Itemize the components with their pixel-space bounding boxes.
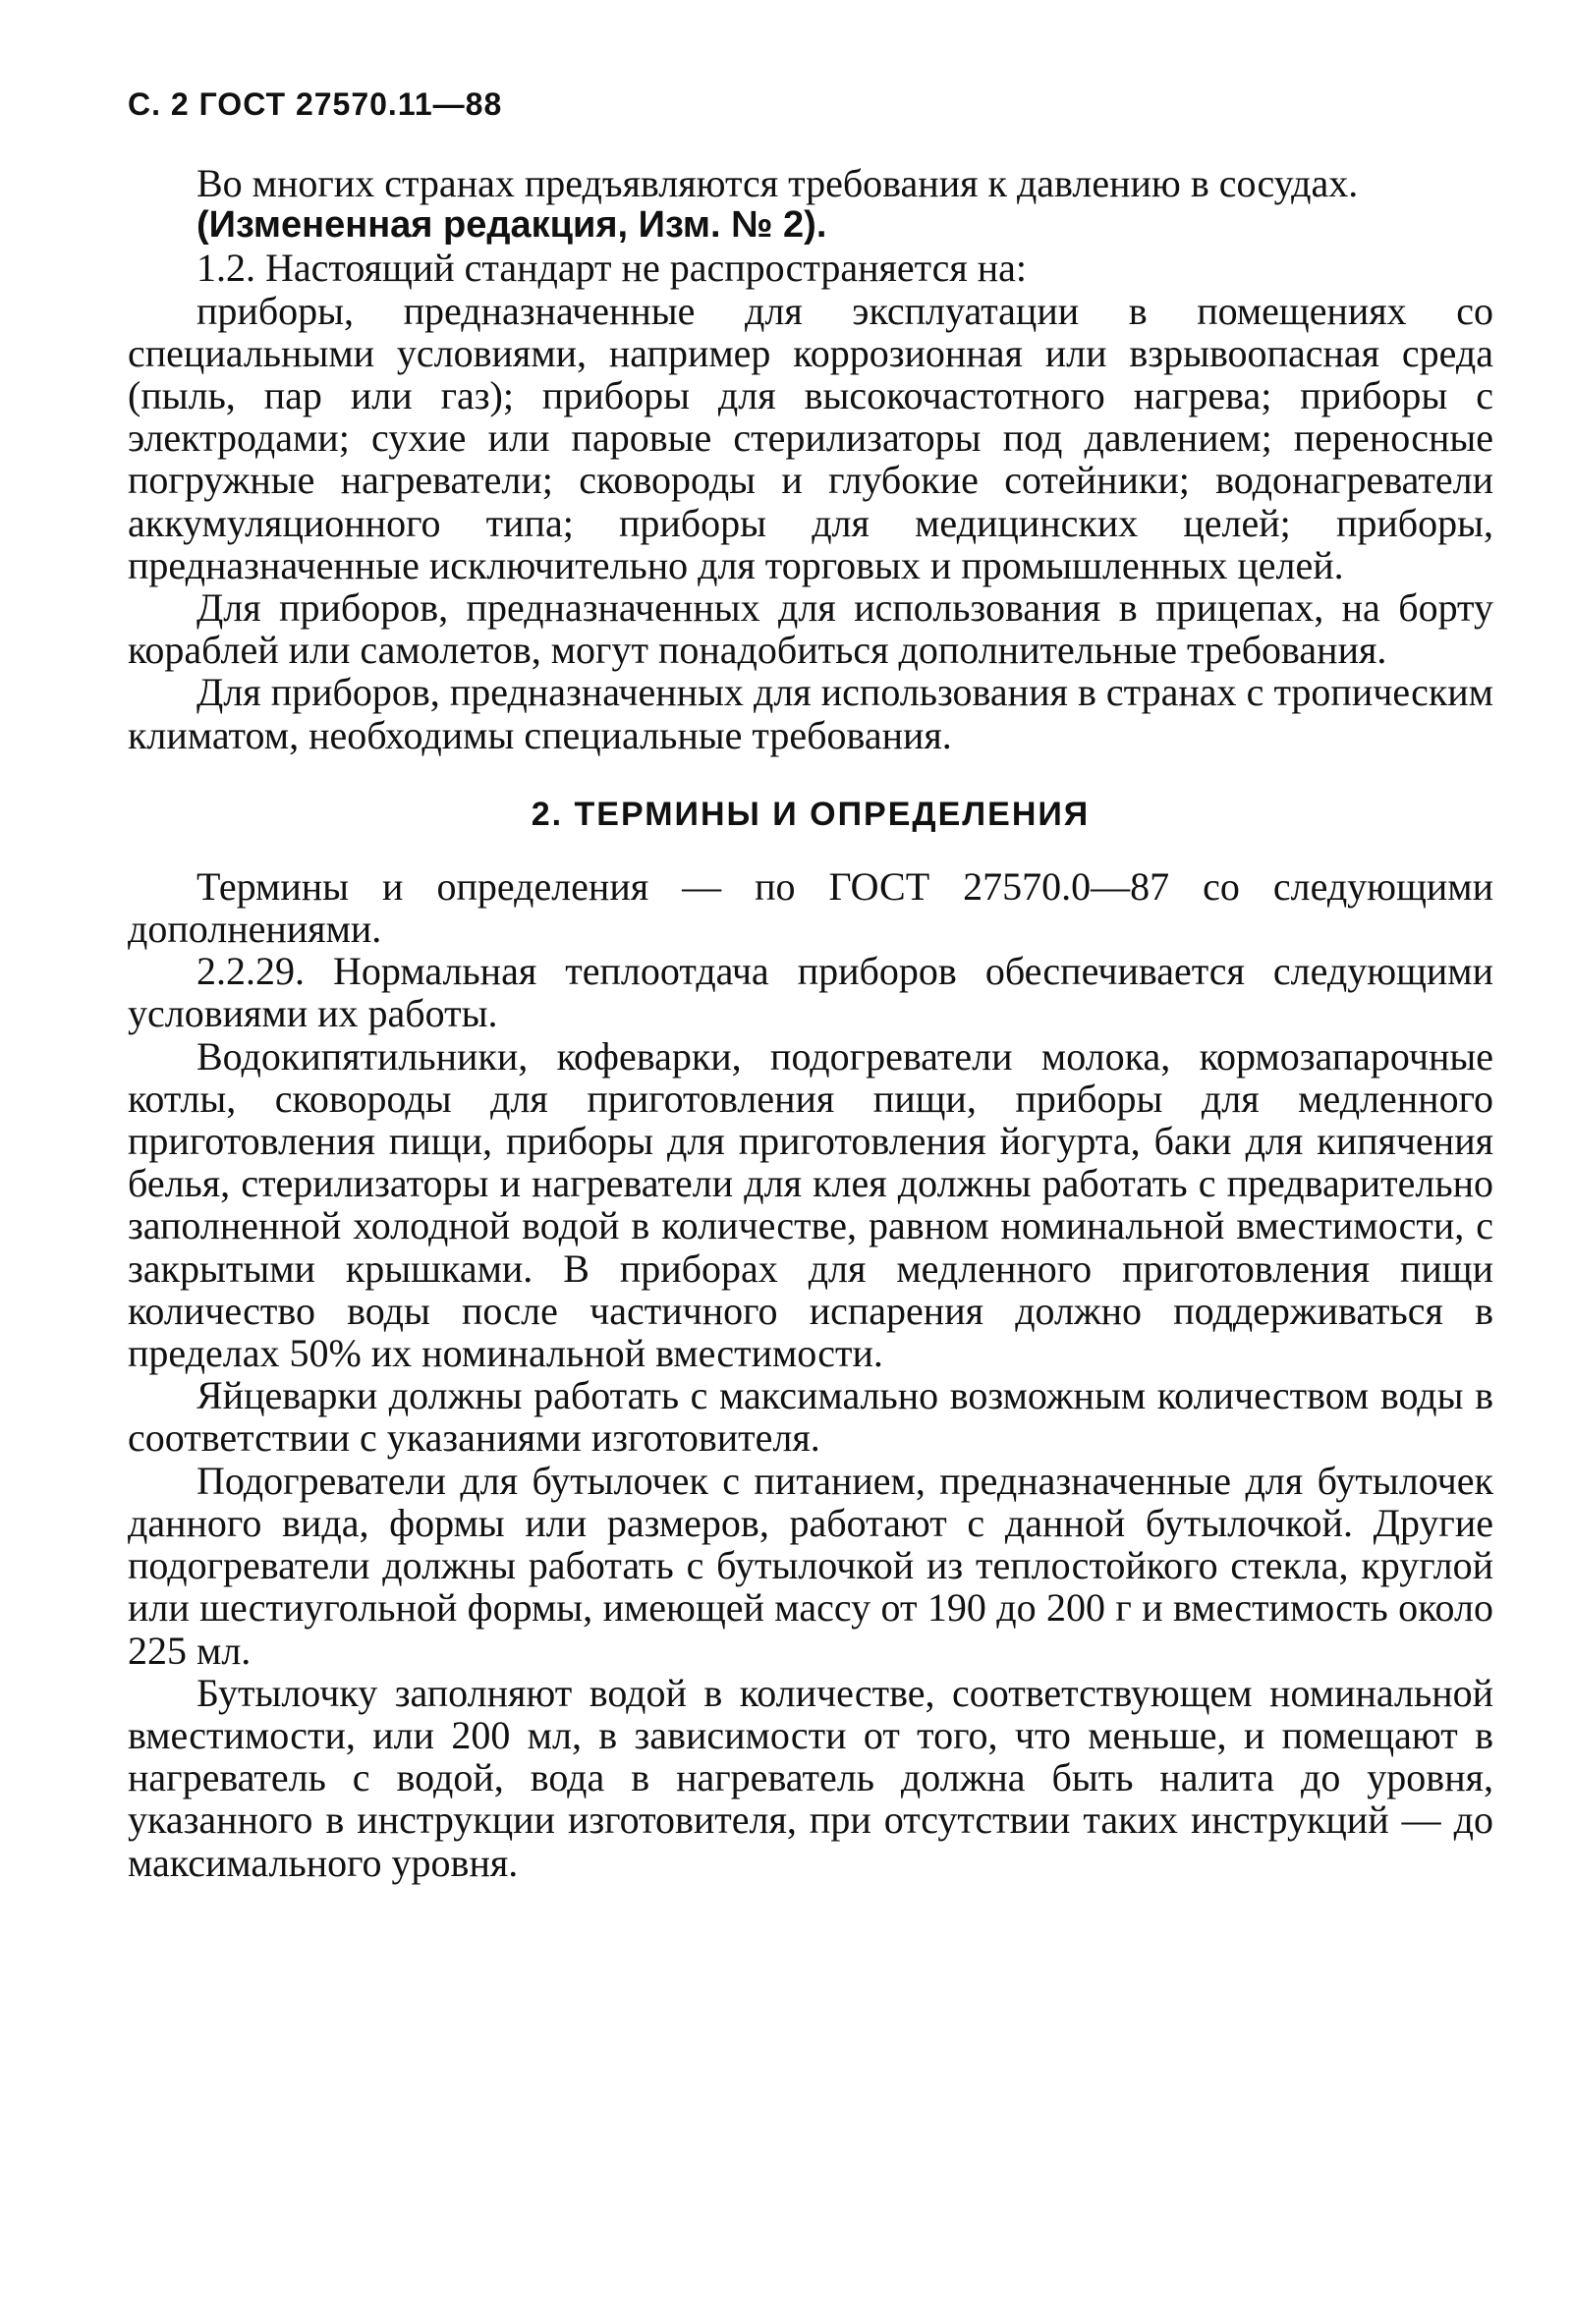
section-title: 2. ТЕРМИНЫ И ОПРЕДЕЛЕНИЯ — [531, 795, 1091, 833]
paragraph-terms-definitions: Термины и определения — по ГОСТ 27570.0—87 со следующими дополнениями. — [128, 863, 1493, 952]
paragraph-trailers-ships-aircraft: Для приборов, предназначенных для использования в прицепах, на борту кораблей или самолетов, могут понадобиться дополнительные требования. — [128, 585, 1493, 673]
page-header: С. 2 ГОСТ 27570.11—88 — [128, 86, 503, 122]
amendment-note: (Измененная редакция, Изм. № 2). — [196, 204, 827, 247]
paragraph-scope-exclusion: 1.2. Настоящий стандарт не распространяется на: — [196, 246, 1028, 291]
paragraph-bottle-warmers: Подогреватели для бутылочек с питанием, предназначенные для бутылочек данного вида, формы или размеров, работают с данной бутылочкой. Другие подогреватели должны работать с бутылочкой из теплостойкого стекла, круглой или шестиугольной формы, имеющей массу от 190 до 200 г и вместимость около 225 мл. — [128, 1458, 1493, 1673]
paragraph-bottle-filling: Бутылочку заполняют водой в количестве, соответствующем номинальной вместимости, или 200 мл, в зависимости от того, что меньше, и помещают в нагреватель с водой, вода в нагреватель должна быть налита до уровня, указанного в инструкции изготовителя, при отсутствии таких инструкций — до максимального уровня. — [128, 1670, 1493, 1885]
paragraph-pressure-requirements: Во многих странах предъявляются требования к давлению в сосудах. — [196, 161, 1359, 205]
paragraph-boilers-coffee-makers: Водокипятильники, кофеварки, подогреватели молока, кормозапарочные котлы, сковороды для приготовления пищи, приборы для медленного приготовления пищи, приборы для приготовления йогурта, баки для кипячения белья, стерилизаторы и нагреватели для клея должны работать с предварительно заполненной холодной водой в количестве, равном номинальной вместимости, с закрытыми крышками. В приборах для медленного приготовления пищи количество воды после частичного испарения должно поддерживаться в пределах 50% их номинальной вместимости. — [128, 1033, 1493, 1376]
page-content — [128, 162, 1493, 1884]
paragraph-egg-cookers: Яйцеварки должны работать с максимально возможным количеством воды в соответствии с указаниями изготовителя. — [128, 1373, 1493, 1461]
paragraph-2-2-29: 2.2.29. Нормальная теплоотдача приборов обеспечивается следующими условиями их работы. — [128, 949, 1493, 1036]
paragraph-tropical-climate: Для приборов, предназначенных для использования в странах с тропическим климатом, необходимы специальные требования. — [128, 670, 1493, 757]
paragraph-excluded-devices: приборы, предназначенные для эксплуатации в помещениях со специальными условиями, например коррозионная или взрывоопасная среда (пыль, пар или газ); приборы для высокочастотного нагрева; приборы с электродами; сухие или паровые стерилизаторы под давлением; переносные погружные нагреватели; сковороды и глубокие сотейники; водонагреватели аккумуляционного типа; приборы для медицинских целей; приборы, предназначенные исключительно для торговых и промышленных целей. — [128, 288, 1493, 587]
